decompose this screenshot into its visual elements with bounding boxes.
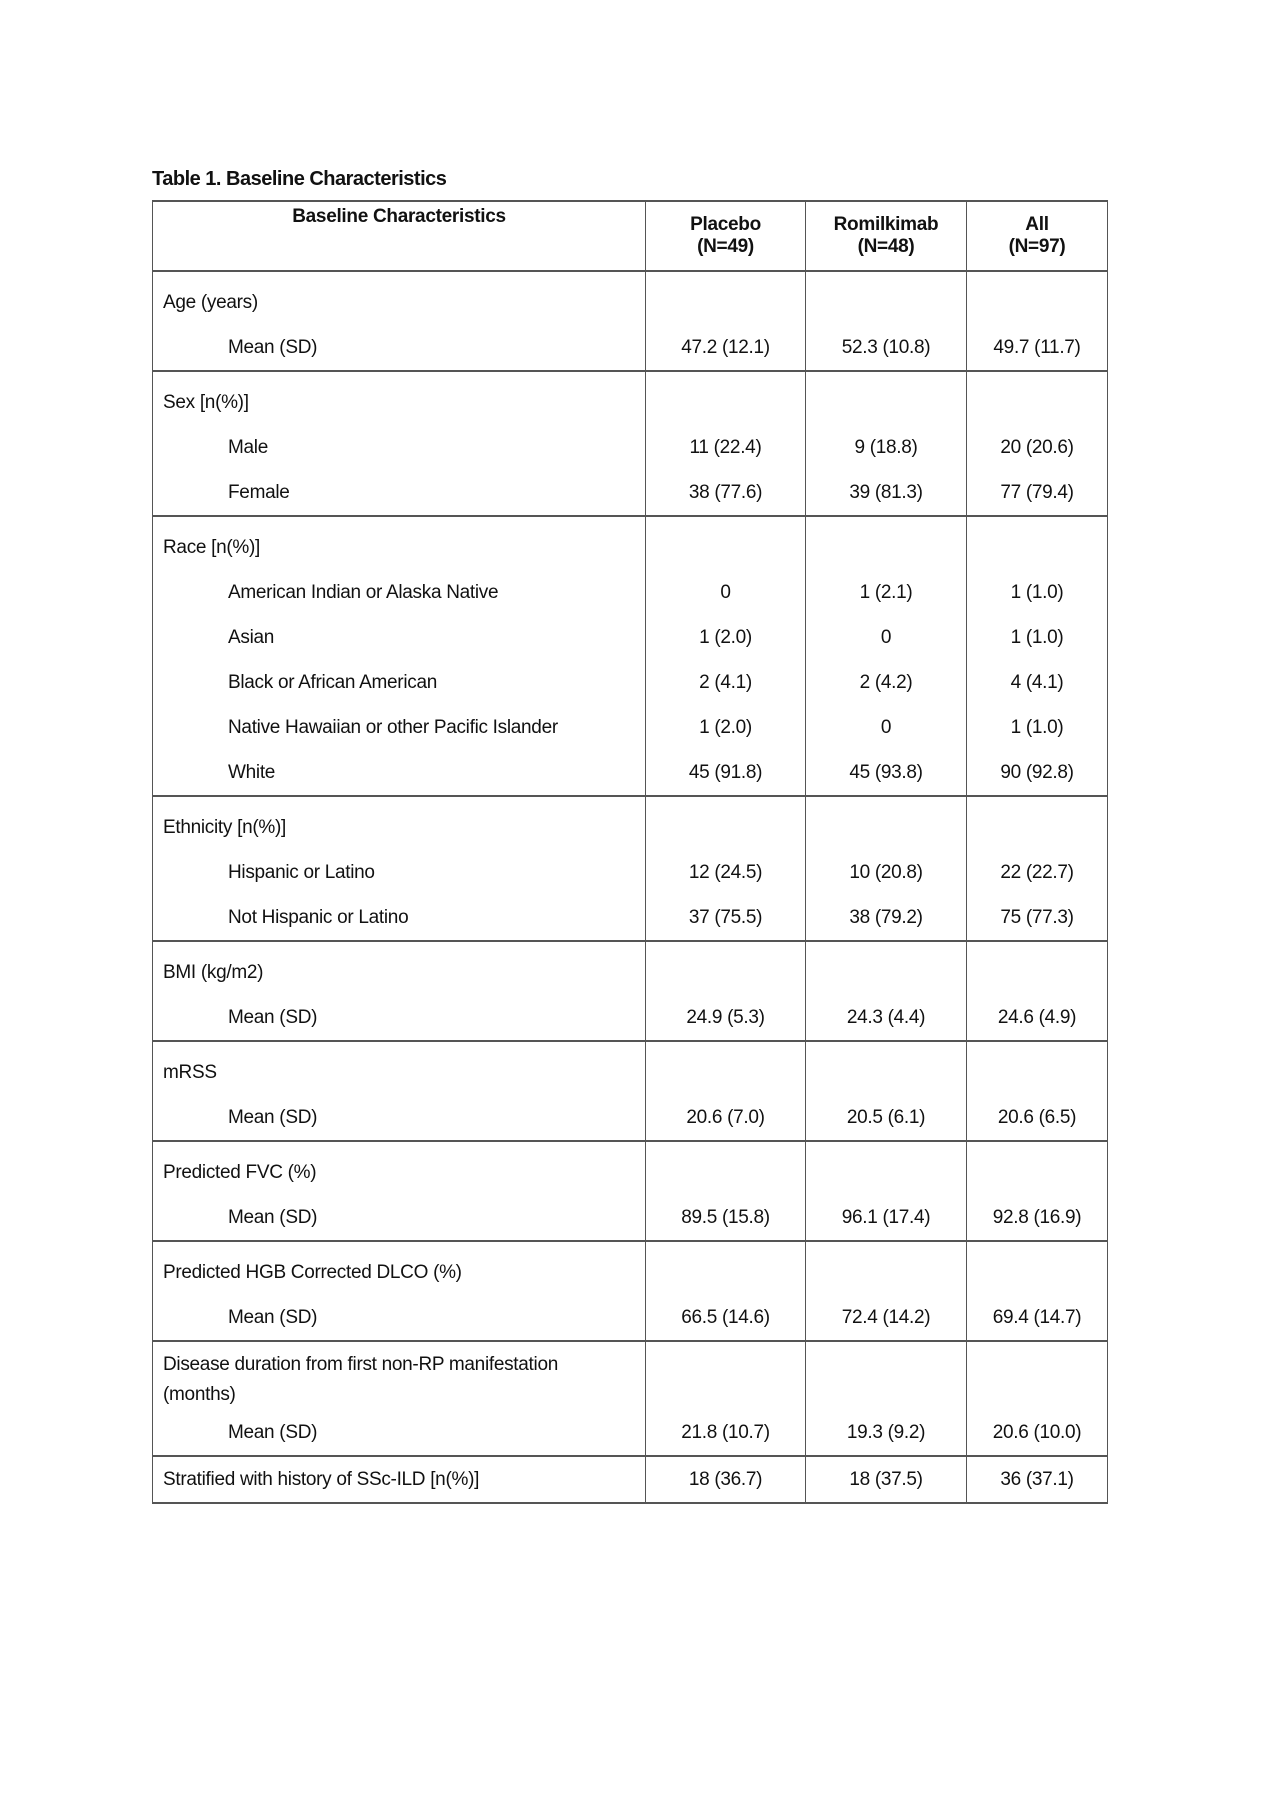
header-all: All	[967, 201, 1108, 236]
row-label: Mean (SD)	[153, 1295, 646, 1341]
value-cell: 47.2 (12.1)	[646, 325, 806, 371]
empty-cell	[646, 516, 806, 570]
header-romilkimab: Romilkimab	[806, 201, 967, 236]
value-cell: 90 (92.8)	[967, 750, 1108, 796]
value-cell: 24.6 (4.9)	[967, 995, 1108, 1041]
header-all-n: (N=97)	[967, 236, 1108, 271]
table-row	[153, 1095, 1108, 1141]
table-group	[153, 271, 1108, 371]
empty-cell	[806, 371, 967, 425]
empty-cell	[646, 371, 806, 425]
value-cell: 89.5 (15.8)	[646, 1195, 806, 1241]
value-cell: 0	[806, 705, 967, 750]
group-label: Disease duration from first non-RP manifestation (months)	[153, 1341, 646, 1410]
table-group	[153, 796, 1108, 941]
table-row	[153, 1410, 1108, 1456]
value-cell: 18 (36.7)	[646, 1456, 806, 1503]
empty-cell	[646, 1241, 806, 1295]
value-cell: 38 (79.2)	[806, 895, 967, 941]
value-cell: 1 (1.0)	[967, 705, 1108, 750]
value-cell: 45 (91.8)	[646, 750, 806, 796]
value-cell: 2 (4.2)	[806, 660, 967, 705]
table-title: Table 1. Baseline Characteristics	[152, 168, 447, 190]
value-cell: 24.3 (4.4)	[806, 995, 967, 1041]
header-placebo-n: (N=49)	[646, 236, 806, 271]
row-label: Male	[153, 425, 646, 470]
value-cell: 19.3 (9.2)	[806, 1410, 967, 1456]
value-cell: 52.3 (10.8)	[806, 325, 967, 371]
group-label: Ethnicity [n(%)]	[153, 796, 646, 850]
value-cell: 96.1 (17.4)	[806, 1195, 967, 1241]
value-cell: 38 (77.6)	[646, 470, 806, 516]
group-label: Age (years)	[153, 271, 646, 325]
value-cell: 20.6 (10.0)	[967, 1410, 1108, 1456]
value-cell: 10 (20.8)	[806, 850, 967, 895]
table-row	[153, 470, 1108, 516]
stratified-group	[153, 1456, 1108, 1503]
table-group	[153, 516, 1108, 796]
group-header-row	[153, 271, 1108, 325]
value-cell: 92.8 (16.9)	[967, 1195, 1108, 1241]
row-label: Stratified with history of SSc-ILD [n(%)]	[153, 1456, 646, 1503]
value-cell: 45 (93.8)	[806, 750, 967, 796]
group-header-row	[153, 796, 1108, 850]
group-header-row	[153, 1341, 1108, 1410]
value-cell: 11 (22.4)	[646, 425, 806, 470]
empty-cell	[646, 1041, 806, 1095]
row-label: Mean (SD)	[153, 1095, 646, 1141]
value-cell: 66.5 (14.6)	[646, 1295, 806, 1341]
group-header-row	[153, 1141, 1108, 1195]
empty-cell	[806, 1041, 967, 1095]
value-cell: 21.8 (10.7)	[646, 1410, 806, 1456]
value-cell: 20.6 (6.5)	[967, 1095, 1108, 1141]
row-label: Mean (SD)	[153, 995, 646, 1041]
empty-cell	[806, 271, 967, 325]
row-label: Mean (SD)	[153, 325, 646, 371]
group-label: mRSS	[153, 1041, 646, 1095]
group-header-row	[153, 371, 1108, 425]
value-cell: 1 (2.0)	[646, 615, 806, 660]
table-row	[153, 995, 1108, 1041]
value-cell: 37 (75.5)	[646, 895, 806, 941]
table-row	[153, 850, 1108, 895]
header-characteristics: Baseline Characteristics	[153, 201, 646, 271]
empty-cell	[646, 271, 806, 325]
empty-cell	[806, 1141, 967, 1195]
value-cell: 4 (4.1)	[967, 660, 1108, 705]
table-row	[153, 425, 1108, 470]
empty-cell	[967, 1041, 1108, 1095]
empty-cell	[967, 796, 1108, 850]
table-row	[153, 325, 1108, 371]
value-cell: 49.7 (11.7)	[967, 325, 1108, 371]
group-label: Race [n(%)]	[153, 516, 646, 570]
table-group	[153, 1241, 1108, 1341]
table-group	[153, 1141, 1108, 1241]
empty-cell	[806, 1341, 967, 1410]
value-cell: 18 (37.5)	[806, 1456, 967, 1503]
header-placebo: Placebo	[646, 201, 806, 236]
table-group	[153, 371, 1108, 516]
header-romilkimab-n: (N=48)	[806, 236, 967, 271]
empty-cell	[967, 371, 1108, 425]
row-label: Native Hawaiian or other Pacific Islander	[153, 705, 646, 750]
value-cell: 9 (18.8)	[806, 425, 967, 470]
value-cell: 1 (2.0)	[646, 705, 806, 750]
table-group	[153, 1041, 1108, 1141]
group-label: Predicted FVC (%)	[153, 1141, 646, 1195]
value-cell: 1 (1.0)	[967, 615, 1108, 660]
table-group	[153, 1341, 1108, 1456]
value-cell: 20.6 (7.0)	[646, 1095, 806, 1141]
row-label: Asian	[153, 615, 646, 660]
row-label: White	[153, 750, 646, 796]
value-cell: 20.5 (6.1)	[806, 1095, 967, 1141]
baseline-characteristics-table	[152, 200, 1108, 1504]
empty-cell	[806, 1241, 967, 1295]
value-cell: 2 (4.1)	[646, 660, 806, 705]
empty-cell	[806, 796, 967, 850]
value-cell: 0	[646, 570, 806, 615]
value-cell: 0	[806, 615, 967, 660]
table-row	[153, 750, 1108, 796]
row-label: Mean (SD)	[153, 1410, 646, 1456]
table-row	[153, 1295, 1108, 1341]
value-cell: 12 (24.5)	[646, 850, 806, 895]
group-header-row	[153, 1041, 1108, 1095]
row-label: Mean (SD)	[153, 1195, 646, 1241]
empty-cell	[646, 1141, 806, 1195]
empty-cell	[967, 1241, 1108, 1295]
empty-cell	[646, 941, 806, 995]
group-header-row	[153, 516, 1108, 570]
group-label: Sex [n(%)]	[153, 371, 646, 425]
row-label: Female	[153, 470, 646, 516]
empty-cell	[646, 796, 806, 850]
table-row	[153, 660, 1108, 705]
value-cell: 1 (2.1)	[806, 570, 967, 615]
table-row	[153, 615, 1108, 660]
value-cell: 72.4 (14.2)	[806, 1295, 967, 1341]
group-header-row	[153, 941, 1108, 995]
value-cell: 1 (1.0)	[967, 570, 1108, 615]
empty-cell	[967, 1141, 1108, 1195]
group-label: BMI (kg/m2)	[153, 941, 646, 995]
empty-cell	[967, 1341, 1108, 1410]
table-group	[153, 941, 1108, 1041]
group-header-row	[153, 1241, 1108, 1295]
row-label: Not Hispanic or Latino	[153, 895, 646, 941]
table-row	[153, 895, 1108, 941]
empty-cell	[967, 271, 1108, 325]
value-cell: 39 (81.3)	[806, 470, 967, 516]
value-cell: 20 (20.6)	[967, 425, 1108, 470]
empty-cell	[967, 941, 1108, 995]
table-row	[153, 1195, 1108, 1241]
empty-cell	[646, 1341, 806, 1410]
group-label: Predicted HGB Corrected DLCO (%)	[153, 1241, 646, 1295]
stratified-row	[153, 1456, 1108, 1503]
empty-cell	[806, 516, 967, 570]
empty-cell	[806, 941, 967, 995]
value-cell: 69.4 (14.7)	[967, 1295, 1108, 1341]
value-cell: 24.9 (5.3)	[646, 995, 806, 1041]
table-row	[153, 570, 1108, 615]
value-cell: 36 (37.1)	[967, 1456, 1108, 1503]
table-row	[153, 705, 1108, 750]
empty-cell	[967, 516, 1108, 570]
value-cell: 22 (22.7)	[967, 850, 1108, 895]
value-cell: 77 (79.4)	[967, 470, 1108, 516]
row-label: Hispanic or Latino	[153, 850, 646, 895]
value-cell: 75 (77.3)	[967, 895, 1108, 941]
row-label: Black or African American	[153, 660, 646, 705]
row-label: American Indian or Alaska Native	[153, 570, 646, 615]
